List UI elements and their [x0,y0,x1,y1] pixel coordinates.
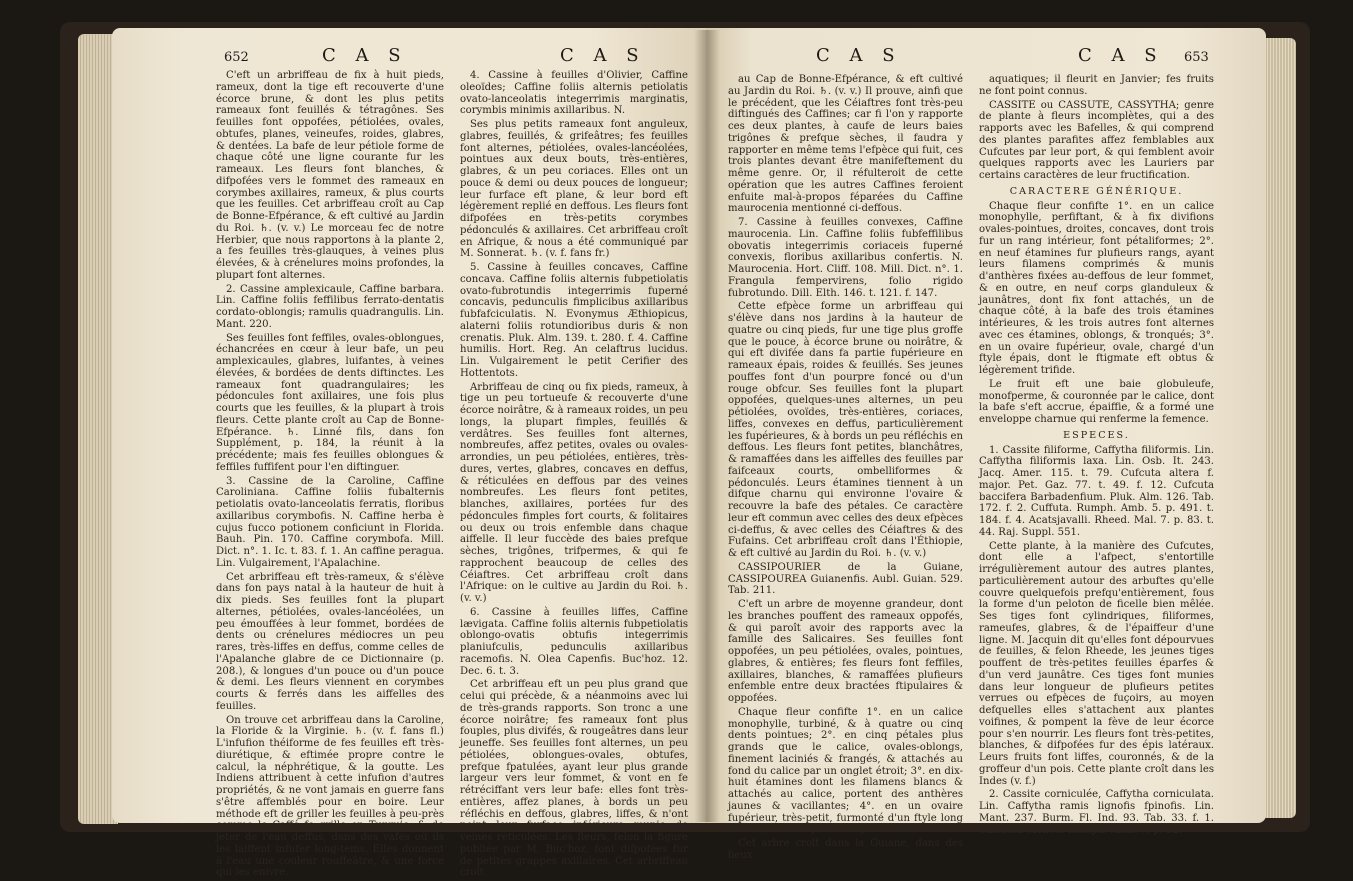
page-number: 653 [1184,50,1209,65]
running-header: C A S [322,45,408,66]
paragraph: C'eft un arbre de moyenne grandeur, dont les branches pouffent des rameaux oppofés, & qui paroît avoir des rapports avec la famille des Salicaires. Ses feuilles font oppofées, un peu pétiolées, ovales, pointues, glabres, & entières; fes fleurs font feffiles, axillaires, blanches, & ramaffées plufieurs enfemble entre deux bractées ftipulaires & oppofées. [728,599,963,704]
paragraph: Ses feuilles font feffiles, ovales-oblongues, échancrées en cœur à leur bafe, un peu amplexicaules, glabres, luifantes, à veines élevées, & bordées de dents diftinctes. Les rameaux font quadrangulaires; les pédoncules font axillaires, une fois plus courts que les feuilles, & la plupart à trois fleurs. Cette plante croît au Cap de Bonne-Efpérance. ♄. Linné fils, dans fon Supplément, p. 184, la réunit à la précédente; mais fes feuilles oblongues & feffiles fuffifent pour l'en diftinguer. [216,332,444,473]
paragraph: Le fruit eft une baie globuleufe, monofperme, & couronnée par le calice, dont la bafe s'eft accrue, épaiffie, & a formé une enveloppe charnue qui renferme la femence. [979,378,1214,425]
paragraph: 6. Cassine à feuilles liffes, Caffine lævigata. Caffine foliis alternis fubpetiolatis oblongo-ovatis obtufis integerrimis planiufculis, pedunculis axillaribus racemofis. N. Olea Capenfis. Buc'hoz. 12. Dec. 6. t. 3. [460,606,688,677]
column-1 [728,74,963,864]
paragraph: 7. Cassine à feuilles convexes, Caffine maurocenia. Lin. Caffine foliis fubfeffilibus obovatis integerrimis coriaceis fuperné convexis, floribus axillaribus confertis. N. Maurocenia. Hort. Cliff. 108. Mill. Dict. n°. 1. Frangula fempervirens, folio rigido fubrotundo. Dill. Elth. 146. t. 121. f. 147. [728,217,963,299]
paragraph: Cette efpèce forme un arbriffeau qui s'élève dans nos jardins à la hauteur de quatre ou cinq pieds, fur une tige plus groffe que le pouce, à écorce brune ou noirâtre, & qui eft divifée dans fa partie fupérieure en rameaux épais, roides & feuillés. Ses jeunes pouffes font d'un pourpre foncé ou d'un rouge obfcur. Ses feuilles font la plupart oppofées, quelques-unes alternes, un peu pétiolées, ovoïdes, très-entières, coriaces, liffes, convexes en deffus, particulièrement les fupérieures, & à bords un peu réfléchis en deffous. Les fleurs font petites, blanchâtres, & ramaffées dans les aiffelles des feuilles par faifceaux courts, ombelliformes & pédonculés. Leurs étamines tiennent à un difque charnu qui environne l'ovaire & recouvre la bafe des pétales. Ce caractère leur eft commun avec celles des deux efpèces ci-deffus, & avec celles des Céiaftres & des Fufains. Cet arbriffeau croît dans l'Éthiopie, & eft cultivé au Jardin du Roi. ♄. (v. v.) [728,301,963,559]
paragraph: C'eft un arbriffeau de fix à huit pieds, rameux, dont la tige eft recouverte d'une écorce brune, & dont les plus petits rameaux font feuillés & tétragônes. Ses feuilles font oppofées, pétiolées, ovales, obtufes, planes, veineufes, roides, glabres, & dentées. La bafe de leur pétiole forme de chaque côté une ligne courante fur les rameaux. Les fleurs font blanches, & difpofées vers le fommet des rameaux en corymbes axillaires, rameux, & plus courts que les feuilles. Cet arbriffeau croît au Cap de Bonne-Efpérance, & eft cultivé au Jardin du Roi. ♄. (v. v.) Le morceau fec de notre Herbier, que nous rapportons à la plante 2, a fes feuilles très-glauques, à veines plus élevées, & à crénelures moins profondes, la plupart font alternes. [216,70,444,281]
book-gutter [694,30,720,822]
text-columns [728,74,1214,864]
text-columns [216,70,688,881]
paragraph: CASSIPOURIER de la Guiane, CASSIPOUREA Guianenfis. Aubl. Guian. 529. Tab. 211. [728,561,963,597]
running-header: C A S [560,45,646,66]
column-2 [979,74,1214,864]
running-header: C A S [1078,45,1164,66]
running-header: C A S [816,45,902,66]
paragraph: On trouve cet arbriffeau dans la Caroline, la Floride & la Virginie. ♄. (v. f. fans fl.) L'infufion théiforme de fes feuilles eft très-diurétique, & eftimée propre contre le calcul, la néphrétique, & la goutte. Les Indiens attribuent à cette infufion d'autres propriétés, & ne vont jamais en guerre fans s'être affemblés pour en boire. Leur méthode eft de griller les feuilles à peu-près comme le Caffé fe grille en Turquie, & de jeter de l'eau deffus, dans des vafes où ils les laiffent infufer long-tems. Elles donnent à l'eau une couleur rouffeâtre, & une force qui les enivre. [216,714,444,879]
left-page [112,28,710,879]
paragraph: Cet arbriffeau eft un peu plus grand que celui qui précède, & a néanmoins avec lui de très-grands rapports. Son tronc a une écorce noirâtre; fes rameaux font plus fouples, plus divifés, & rougeâtres dans leur jeuneffe. Ses feuilles font alternes, un peu pétiolées, oblongues-ovales, obtufes, prefque fpatulées, ayant leur plus grande largeur vers leur fommet, & vont en fe rétréciffant vers leur bafe: elles font très-entières, affez planes, à bords un peu réfléchis en deffous, glabres, liffes, & n'ont point leur furface inférieure munie de veines réticulées. Les fleurs, felon la figure publiée par M. Buc'hoz, font difpofées fur de petites grappes axillaires. Cet arbriffeau croît [460,679,688,879]
paragraph: Arbriffeau de cinq ou fix pieds, rameux, à tige un peu tortueufe & recouverte d'une écorce noirâtre, & à rameaux roides, un peu longs, la plupart fimples, feuillés & verdâtres. Ses feuilles font alternes, nombreufes, affez petites, ovales ou ovales-arrondies, un peu pétiolées, entières, très-dures, vertes, glabres, concaves en deffus, & réticulées en deffous par des veines nombreufes. Les fleurs font petites, blanches, axillaires, portées fur des pédoncules fimples fort courts, & folitaires ou deux ou trois enfemble dans chaque aiffelle. Il leur fuccède des baies prefque sèches, trigônes, trifpermes, & qui fe rapprochent beaucoup de celles des Céiaftres. Cet arbriffeau croît dans l'Afrique: on le cultive au Jardin du Roi. ♄. (v. v.) [460,381,688,604]
paragraph: 3. Cassine de la Caroline, Caffine Caroliniana. Caffine foliis fubalternis petiolatis ovato-lanceolatis ferratis, floribus axillaribus corymbofis. N. Caffine herba è cujus fucco potionem conficiunt in Florida. Bauh. Pin. 170. Caffine corymbofa. Mill. Dict. n°. 1. Ic. t. 83. f. 1. An caffine peragua. Lin. Vulgairement, l'Apalachine. [216,475,444,569]
column-2 [460,70,688,881]
column-1 [216,70,444,881]
paragraph: 2. Cassite corniculée, Caffytha corniculata. Lin. Caffytha ramis lignofis fpinofis. Lin. Mant. 237. Burm. Fl. Ind. 93. Tab. 33. f. 1. Caffutha cornea. Rumph. Amb. 7. p. 52. [979,789,1214,836]
paragraph: Chaque fleur confifte 1°. en un calice monophylle, perfiftant, & à fix divifions ovales-pointues, droites, concaves, dont trois fur un rang intérieur, font pétaliformes; 2°. en neuf étamines fur plufieurs rangs, ayant leurs filamens comprimés & munis d'anthères fixées au-deffous de leur fommet, & en outre, en neuf corps glanduleux & jaunâtres, dont fix font attachés, un de chaque côté, à la bafe des trois étamines intérieures, & les trois autres font alternes avec ces étamines, oblongs, & tronqués; 3°. en un ovaire fupérieur, ovale, chargé d'un ftyle épais, dont le ftigmate eft obtus & légèrement trifide. [979,200,1214,376]
paragraph: Cet arbriffeau eft très-rameux, & s'élève dans fon pays natal à la hauteur de huit à dix pieds. Ses feuilles font la plupart alternes, pétiolées, ovales-lancéolées, un peu émouffées à leur fommet, bordées de dents ou crénelures médiocres un peu rares, très-liffes en deffus, comme celles de l'Apalanche glabre de ce Dictionnaire (p. 208.), & longues d'un pouce ou d'un pouce & demi. Les fleurs viennent en corymbes courts & ferrés dans les aiffelles des feuilles. [216,571,444,712]
paragraph: CASSITE ou CASSUTE, CASSYTHA; genre de plante à fleurs incomplètes, qui a des rapports avec les Bafelles, & qui comprend des plantes parafites affez femblables aux Cufcutes par leur port, & qui femblent avoir quelques rapports avec les Lauriers par certains caractères de leur fructification. [979,99,1214,181]
section-heading: CARACTERE GÉNÉRIQUE. [1009,185,1184,197]
section-heading: ESPECES. [1063,429,1130,441]
paragraph: Chaque fleur confifte 1°. en un calice monophylle, turbiné, & à quatre ou cinq dents pointues; 2°. en cinq pétales plus grands que le calice, ovales-oblongs, finement laciniés & frangés, & attachés au fond du calice par un onglet étroit; 3°. en dix-huit étamines dont les filamens blancs & attachés au calice, portent des anthères jaunes & vacillantes; 4°. en un ovaire fupérieur, très-petit, furmonté d'un ftyle long & velu, terminé par un ftigmate obtus. [728,706,963,836]
paragraph: 2. Cassine amplexicaule, Caffine barbara. Lin. Caffine foliis feffilibus ferrato-dentatis cordato-oblongis; ramulis quadrangulis. Lin. Mant. 220. [216,283,444,330]
page-number: 652 [224,50,249,65]
right-page [706,28,1266,861]
paragraph: aquatiques; il fleurit en Janvier; fes fruits ne font point connus. [979,74,1214,97]
paragraph: Cette plante, à la manière des Cufcutes, dont elle a l'afpect, s'entortille irrégulièrement autour des autres plantes, particulièrement autour des arbuftes qu'elle couvre quelquefois prefqu'entièrement, fous la forme d'un peloton de ficelle bien mêlée. Ses tiges font cylindriques, filiformes, rameufes, glabres, & de l'épaiffeur d'une ligne. M. Jacquin dit qu'elles font dépourvues de feuilles, & felon Rheede, les jeunes tiges pouffent de très-petites feuilles éparfes & d'un verd jaunâtre. Ces tiges font munies dans leur longueur de plufieurs petites verrues ou efpèces de fuçoirs, au moyen defquelles elles s'attachent aux plantes voifines, & pompent la fève de leur écorce pour s'en nourrir. Les fleurs font très-petites, blanches, & difpofées fur des épis latéraux. Leurs fruits font liffes, couronnés, & de la groffeur d'un pois. Cette plante croît dans les Indes (v. f.) [979,540,1214,787]
paragraph: 4. Cassine à feuilles d'Olivier, Caffine oleoïdes; Caffine foliis alternis petiolatis ovato-lanceolatis integerrimis marginatis, corymbis minimis axillaribus. N. [460,70,688,117]
paragraph: Ses plus petits rameaux font anguleux, glabres, feuillés, & grifeâtres; fes feuilles font alternes, pétiolées, ovales-lancéolées, pointues aux deux bouts, très-entières, glabres, & un peu coriaces. Elles ont un pouce & demi ou deux pouces de longueur; leur furface eft plane, & leur bord eft légèrement replié en deffous. Les fleurs font difpofées en très-petits corymbes pédonculés & axillaires. Cet arbriffeau croît en Afrique, & nous a été communiqué par M. Sonnerat. ♄. (v. f. fans fr.) [460,119,688,260]
paragraph: 5. Cassine à feuilles concaves, Caffine concava. Caffine foliis alternis fubpetiolatis ovato-fubrotundis integerrimis fuperné concavis, pedunculis fimplicibus axillaribus fubfafciculatis. N. Evonymus Æthiopicus, alaterni foliis rotundioribus duris & non crenatis. Pluk. Alm. 139. t. 280. f. 4. Caffine humilis. Hort. Reg. An celaftrus lucidus. Lin. Vulgairement le petit Cerifier des Hottentots. [460,262,688,379]
right-page-edges [1262,38,1296,818]
paragraph: 1. Cassite filiforme, Caffytha filiformis. Lin. Caffytha filiformis laxa. Lin. Osb. It. 243. Jacq. Amer. 115. t. 79. Cufcuta altera f. major. Pet. Gaz. 77. t. 49. f. 12. Cufcuta baccifera Barbadenfium. Pluk. Alm. 126. Tab. 172. f. 2. Cuffuta. Rumph. Amb. 5. p. 491. t. 184. f. 4. Acatsjavalli. Rheed. Mal. 7. p. 83. t. 44. Raj. Suppl. 551. [979,444,1214,538]
paragraph: au Cap de Bonne-Efpérance, & eft cultivé au Jardin du Roi. ♄. (v. v.) Il prouve, ainfi que le précédent, que les Céiaftres font très-peu diftingués des Caffines; car fi l'on y rapporte ces deux plantes, à caufe de leurs baies trigônes & prefque sèches, il faudra y rapporter en même tems l'efpèce qui fuit, ces trois plantes devant être manifeftement du même genre. Or, il réfulteroit de cette opération que les autres Caffines feroient enfuite mal-à-propos féparées du Caffine maurocenia mentionné ci-deffous. [728,74,963,215]
paragraph: Cet arbre croît dans la Guiane, dans des lieux [728,838,963,861]
